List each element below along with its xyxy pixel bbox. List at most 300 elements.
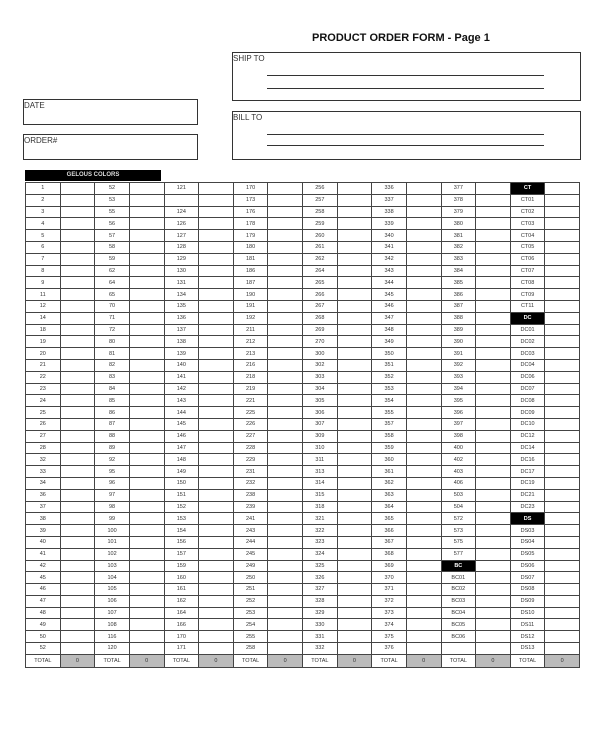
- quantity-cell[interactable]: [545, 584, 580, 596]
- quantity-cell[interactable]: [60, 300, 95, 312]
- quantity-cell[interactable]: [337, 560, 372, 572]
- quantity-cell[interactable]: [406, 418, 441, 430]
- quantity-cell[interactable]: [199, 643, 234, 655]
- quantity-cell[interactable]: [129, 371, 164, 383]
- quantity-cell[interactable]: [129, 430, 164, 442]
- quantity-cell[interactable]: [60, 348, 95, 360]
- quantity-cell[interactable]: [199, 289, 234, 301]
- quantity-cell[interactable]: [268, 265, 303, 277]
- quantity-cell[interactable]: [476, 383, 511, 395]
- quantity-cell[interactable]: [60, 289, 95, 301]
- quantity-cell[interactable]: [476, 348, 511, 360]
- quantity-cell[interactable]: [268, 336, 303, 348]
- quantity-cell[interactable]: [406, 548, 441, 560]
- quantity-cell[interactable]: [268, 466, 303, 478]
- quantity-cell[interactable]: [60, 442, 95, 454]
- quantity-cell[interactable]: [60, 230, 95, 242]
- quantity-cell[interactable]: [406, 312, 441, 324]
- quantity-cell[interactable]: [129, 265, 164, 277]
- quantity-cell[interactable]: [476, 407, 511, 419]
- quantity-cell[interactable]: [60, 454, 95, 466]
- quantity-cell[interactable]: [545, 277, 580, 289]
- quantity-cell[interactable]: [60, 183, 95, 195]
- quantity-cell[interactable]: [406, 643, 441, 655]
- quantity-cell[interactable]: [199, 595, 234, 607]
- quantity-cell[interactable]: [406, 607, 441, 619]
- quantity-cell[interactable]: [337, 619, 372, 631]
- quantity-cell[interactable]: [545, 501, 580, 513]
- quantity-cell[interactable]: [406, 289, 441, 301]
- quantity-cell[interactable]: [199, 395, 234, 407]
- quantity-cell[interactable]: [337, 595, 372, 607]
- quantity-cell[interactable]: [337, 395, 372, 407]
- quantity-cell[interactable]: [337, 312, 372, 324]
- quantity-cell[interactable]: [337, 336, 372, 348]
- quantity-cell[interactable]: [268, 194, 303, 206]
- quantity-cell[interactable]: [268, 643, 303, 655]
- quantity-cell[interactable]: [476, 253, 511, 265]
- quantity-cell[interactable]: [406, 489, 441, 501]
- quantity-cell[interactable]: [129, 560, 164, 572]
- quantity-cell[interactable]: [129, 418, 164, 430]
- quantity-cell[interactable]: [337, 277, 372, 289]
- quantity-cell[interactable]: [545, 300, 580, 312]
- quantity-cell[interactable]: [129, 183, 164, 195]
- bill-to-box[interactable]: [232, 111, 581, 160]
- quantity-cell[interactable]: [60, 560, 95, 572]
- quantity-cell[interactable]: [268, 489, 303, 501]
- quantity-cell[interactable]: [60, 241, 95, 253]
- quantity-cell[interactable]: [337, 241, 372, 253]
- quantity-cell[interactable]: [476, 194, 511, 206]
- quantity-cell[interactable]: [545, 336, 580, 348]
- quantity-cell[interactable]: [337, 230, 372, 242]
- quantity-cell[interactable]: [129, 619, 164, 631]
- quantity-cell[interactable]: [337, 466, 372, 478]
- quantity-cell[interactable]: [476, 241, 511, 253]
- quantity-cell[interactable]: [406, 371, 441, 383]
- quantity-cell[interactable]: [476, 584, 511, 596]
- quantity-cell[interactable]: [406, 206, 441, 218]
- quantity-cell[interactable]: [268, 312, 303, 324]
- quantity-cell[interactable]: [337, 525, 372, 537]
- quantity-cell[interactable]: [476, 300, 511, 312]
- quantity-cell[interactable]: [199, 501, 234, 513]
- quantity-cell[interactable]: [199, 631, 234, 643]
- quantity-cell[interactable]: [337, 348, 372, 360]
- quantity-cell[interactable]: [268, 371, 303, 383]
- quantity-cell[interactable]: [268, 300, 303, 312]
- ship-to-box[interactable]: [232, 52, 581, 101]
- quantity-cell[interactable]: [60, 525, 95, 537]
- quantity-cell[interactable]: [406, 359, 441, 371]
- quantity-cell[interactable]: [406, 631, 441, 643]
- quantity-cell[interactable]: [337, 206, 372, 218]
- quantity-cell[interactable]: [545, 619, 580, 631]
- quantity-cell[interactable]: [545, 194, 580, 206]
- quantity-cell[interactable]: [129, 395, 164, 407]
- quantity-cell[interactable]: [476, 230, 511, 242]
- quantity-cell[interactable]: [406, 584, 441, 596]
- quantity-cell[interactable]: [199, 454, 234, 466]
- quantity-cell[interactable]: [129, 489, 164, 501]
- quantity-cell[interactable]: [60, 477, 95, 489]
- quantity-cell[interactable]: [129, 289, 164, 301]
- quantity-cell[interactable]: [199, 241, 234, 253]
- quantity-cell[interactable]: [199, 466, 234, 478]
- quantity-cell[interactable]: [406, 395, 441, 407]
- quantity-cell[interactable]: [476, 418, 511, 430]
- quantity-cell[interactable]: [406, 477, 441, 489]
- quantity-cell[interactable]: [199, 418, 234, 430]
- quantity-cell[interactable]: [268, 241, 303, 253]
- quantity-cell[interactable]: [199, 619, 234, 631]
- quantity-cell[interactable]: [199, 430, 234, 442]
- quantity-cell[interactable]: [337, 183, 372, 195]
- quantity-cell[interactable]: [406, 454, 441, 466]
- quantity-cell[interactable]: [476, 265, 511, 277]
- quantity-cell[interactable]: [545, 572, 580, 584]
- quantity-cell[interactable]: [406, 277, 441, 289]
- quantity-cell[interactable]: [476, 430, 511, 442]
- ship-to-line-1[interactable]: [267, 75, 544, 76]
- quantity-cell[interactable]: [129, 253, 164, 265]
- quantity-cell[interactable]: [545, 359, 580, 371]
- quantity-cell[interactable]: [268, 454, 303, 466]
- quantity-cell[interactable]: [406, 501, 441, 513]
- quantity-cell[interactable]: [268, 631, 303, 643]
- quantity-cell[interactable]: [406, 619, 441, 631]
- quantity-cell[interactable]: [199, 407, 234, 419]
- quantity-cell[interactable]: [60, 194, 95, 206]
- quantity-cell[interactable]: [129, 631, 164, 643]
- quantity-cell[interactable]: [406, 560, 441, 572]
- quantity-cell[interactable]: [476, 560, 511, 572]
- quantity-cell[interactable]: [337, 324, 372, 336]
- quantity-cell[interactable]: [545, 312, 580, 324]
- quantity-cell[interactable]: [129, 230, 164, 242]
- quantity-cell[interactable]: [129, 525, 164, 537]
- quantity-cell[interactable]: [199, 218, 234, 230]
- quantity-cell[interactable]: [60, 206, 95, 218]
- quantity-cell[interactable]: [476, 336, 511, 348]
- bill-to-line-2[interactable]: [267, 145, 544, 146]
- quantity-cell[interactable]: [406, 194, 441, 206]
- quantity-cell[interactable]: [199, 359, 234, 371]
- quantity-cell[interactable]: [545, 348, 580, 360]
- quantity-cell[interactable]: [545, 513, 580, 525]
- quantity-cell[interactable]: [60, 619, 95, 631]
- quantity-cell[interactable]: [337, 454, 372, 466]
- quantity-cell[interactable]: [129, 206, 164, 218]
- quantity-cell[interactable]: [268, 206, 303, 218]
- quantity-cell[interactable]: [129, 454, 164, 466]
- quantity-cell[interactable]: [129, 383, 164, 395]
- quantity-cell[interactable]: [199, 442, 234, 454]
- quantity-cell[interactable]: [60, 430, 95, 442]
- quantity-cell[interactable]: [60, 324, 95, 336]
- quantity-cell[interactable]: [337, 265, 372, 277]
- quantity-cell[interactable]: [337, 584, 372, 596]
- quantity-cell[interactable]: [545, 407, 580, 419]
- quantity-cell[interactable]: [199, 536, 234, 548]
- quantity-cell[interactable]: [476, 454, 511, 466]
- quantity-cell[interactable]: [476, 183, 511, 195]
- quantity-cell[interactable]: [337, 572, 372, 584]
- quantity-cell[interactable]: [337, 536, 372, 548]
- quantity-cell[interactable]: [476, 312, 511, 324]
- quantity-cell[interactable]: [268, 324, 303, 336]
- quantity-cell[interactable]: [60, 407, 95, 419]
- quantity-cell[interactable]: [406, 536, 441, 548]
- quantity-cell[interactable]: [60, 489, 95, 501]
- quantity-cell[interactable]: [199, 265, 234, 277]
- quantity-cell[interactable]: [337, 289, 372, 301]
- quantity-cell[interactable]: [545, 536, 580, 548]
- quantity-cell[interactable]: [337, 300, 372, 312]
- quantity-cell[interactable]: [545, 595, 580, 607]
- quantity-cell[interactable]: [129, 277, 164, 289]
- quantity-cell[interactable]: [545, 241, 580, 253]
- quantity-cell[interactable]: [129, 312, 164, 324]
- quantity-cell[interactable]: [129, 466, 164, 478]
- quantity-cell[interactable]: [476, 206, 511, 218]
- quantity-cell[interactable]: [337, 430, 372, 442]
- quantity-cell[interactable]: [545, 643, 580, 655]
- quantity-cell[interactable]: [268, 477, 303, 489]
- quantity-cell[interactable]: [129, 218, 164, 230]
- quantity-cell[interactable]: [545, 371, 580, 383]
- quantity-cell[interactable]: [199, 300, 234, 312]
- quantity-cell[interactable]: [268, 383, 303, 395]
- quantity-cell[interactable]: [545, 560, 580, 572]
- quantity-cell[interactable]: [129, 324, 164, 336]
- quantity-cell[interactable]: [60, 277, 95, 289]
- quantity-cell[interactable]: [129, 572, 164, 584]
- quantity-cell[interactable]: [129, 194, 164, 206]
- quantity-cell[interactable]: [476, 619, 511, 631]
- quantity-cell[interactable]: [60, 548, 95, 560]
- quantity-cell[interactable]: [337, 418, 372, 430]
- quantity-cell[interactable]: [337, 194, 372, 206]
- quantity-cell[interactable]: [60, 584, 95, 596]
- quantity-cell[interactable]: [268, 548, 303, 560]
- quantity-cell[interactable]: [337, 489, 372, 501]
- quantity-cell[interactable]: [337, 477, 372, 489]
- quantity-cell[interactable]: [545, 477, 580, 489]
- quantity-cell[interactable]: [60, 595, 95, 607]
- quantity-cell[interactable]: [406, 183, 441, 195]
- quantity-cell[interactable]: [476, 513, 511, 525]
- quantity-cell[interactable]: [337, 513, 372, 525]
- quantity-cell[interactable]: [476, 595, 511, 607]
- quantity-cell[interactable]: [406, 241, 441, 253]
- quantity-cell[interactable]: [268, 525, 303, 537]
- quantity-cell[interactable]: [129, 348, 164, 360]
- quantity-cell[interactable]: [406, 230, 441, 242]
- quantity-cell[interactable]: [268, 348, 303, 360]
- quantity-cell[interactable]: [199, 194, 234, 206]
- quantity-cell[interactable]: [268, 277, 303, 289]
- quantity-cell[interactable]: [545, 230, 580, 242]
- quantity-cell[interactable]: [545, 418, 580, 430]
- quantity-cell[interactable]: [199, 607, 234, 619]
- quantity-cell[interactable]: [476, 489, 511, 501]
- quantity-cell[interactable]: [406, 265, 441, 277]
- quantity-cell[interactable]: [545, 395, 580, 407]
- quantity-cell[interactable]: [476, 525, 511, 537]
- quantity-cell[interactable]: [199, 383, 234, 395]
- quantity-cell[interactable]: [268, 584, 303, 596]
- quantity-cell[interactable]: [337, 631, 372, 643]
- quantity-cell[interactable]: [406, 595, 441, 607]
- quantity-cell[interactable]: [60, 643, 95, 655]
- quantity-cell[interactable]: [60, 359, 95, 371]
- quantity-cell[interactable]: [199, 336, 234, 348]
- quantity-cell[interactable]: [268, 560, 303, 572]
- quantity-cell[interactable]: [268, 230, 303, 242]
- quantity-cell[interactable]: [60, 265, 95, 277]
- quantity-cell[interactable]: [406, 442, 441, 454]
- quantity-cell[interactable]: [476, 277, 511, 289]
- quantity-cell[interactable]: [268, 359, 303, 371]
- quantity-cell[interactable]: [129, 536, 164, 548]
- quantity-cell[interactable]: [199, 560, 234, 572]
- quantity-cell[interactable]: [476, 572, 511, 584]
- quantity-cell[interactable]: [406, 572, 441, 584]
- quantity-cell[interactable]: [268, 218, 303, 230]
- quantity-cell[interactable]: [476, 371, 511, 383]
- quantity-cell[interactable]: [337, 218, 372, 230]
- quantity-cell[interactable]: [268, 607, 303, 619]
- quantity-cell[interactable]: [337, 442, 372, 454]
- quantity-cell[interactable]: [199, 513, 234, 525]
- quantity-cell[interactable]: [337, 383, 372, 395]
- quantity-cell[interactable]: [268, 183, 303, 195]
- quantity-cell[interactable]: [199, 477, 234, 489]
- quantity-cell[interactable]: [476, 607, 511, 619]
- quantity-cell[interactable]: [129, 548, 164, 560]
- quantity-cell[interactable]: [337, 548, 372, 560]
- quantity-cell[interactable]: [545, 548, 580, 560]
- quantity-cell[interactable]: [337, 371, 372, 383]
- quantity-cell[interactable]: [337, 607, 372, 619]
- quantity-cell[interactable]: [545, 607, 580, 619]
- quantity-cell[interactable]: [268, 513, 303, 525]
- quantity-cell[interactable]: [60, 501, 95, 513]
- quantity-cell[interactable]: [545, 218, 580, 230]
- quantity-cell[interactable]: [268, 253, 303, 265]
- quantity-cell[interactable]: [129, 336, 164, 348]
- quantity-cell[interactable]: [60, 383, 95, 395]
- quantity-cell[interactable]: [545, 430, 580, 442]
- quantity-cell[interactable]: [60, 253, 95, 265]
- quantity-cell[interactable]: [476, 477, 511, 489]
- quantity-cell[interactable]: [268, 418, 303, 430]
- quantity-cell[interactable]: [545, 253, 580, 265]
- quantity-cell[interactable]: [60, 371, 95, 383]
- quantity-cell[interactable]: [199, 371, 234, 383]
- quantity-cell[interactable]: [268, 572, 303, 584]
- quantity-cell[interactable]: [268, 289, 303, 301]
- quantity-cell[interactable]: [199, 548, 234, 560]
- quantity-cell[interactable]: [476, 289, 511, 301]
- order-number-field[interactable]: [23, 134, 198, 160]
- quantity-cell[interactable]: [406, 430, 441, 442]
- quantity-cell[interactable]: [545, 466, 580, 478]
- quantity-cell[interactable]: [60, 607, 95, 619]
- quantity-cell[interactable]: [268, 595, 303, 607]
- quantity-cell[interactable]: [199, 324, 234, 336]
- quantity-cell[interactable]: [268, 407, 303, 419]
- quantity-cell[interactable]: [268, 430, 303, 442]
- quantity-cell[interactable]: [268, 442, 303, 454]
- quantity-cell[interactable]: [545, 454, 580, 466]
- quantity-cell[interactable]: [60, 395, 95, 407]
- quantity-cell[interactable]: [476, 501, 511, 513]
- quantity-cell[interactable]: [406, 300, 441, 312]
- quantity-cell[interactable]: [476, 643, 511, 655]
- quantity-cell[interactable]: [129, 241, 164, 253]
- quantity-cell[interactable]: [406, 383, 441, 395]
- quantity-cell[interactable]: [129, 607, 164, 619]
- quantity-cell[interactable]: [545, 265, 580, 277]
- quantity-cell[interactable]: [199, 584, 234, 596]
- quantity-cell[interactable]: [476, 324, 511, 336]
- bill-to-line-1[interactable]: [267, 134, 544, 135]
- quantity-cell[interactable]: [337, 253, 372, 265]
- quantity-cell[interactable]: [199, 253, 234, 265]
- quantity-cell[interactable]: [545, 525, 580, 537]
- quantity-cell[interactable]: [337, 643, 372, 655]
- quantity-cell[interactable]: [199, 206, 234, 218]
- quantity-cell[interactable]: [545, 324, 580, 336]
- quantity-cell[interactable]: [476, 548, 511, 560]
- date-field[interactable]: [23, 99, 198, 125]
- quantity-cell[interactable]: [545, 206, 580, 218]
- quantity-cell[interactable]: [476, 631, 511, 643]
- quantity-cell[interactable]: [129, 501, 164, 513]
- quantity-cell[interactable]: [337, 407, 372, 419]
- quantity-cell[interactable]: [476, 466, 511, 478]
- quantity-cell[interactable]: [60, 631, 95, 643]
- quantity-cell[interactable]: [60, 336, 95, 348]
- quantity-cell[interactable]: [545, 383, 580, 395]
- quantity-cell[interactable]: [337, 359, 372, 371]
- quantity-cell[interactable]: [476, 442, 511, 454]
- quantity-cell[interactable]: [60, 218, 95, 230]
- quantity-cell[interactable]: [545, 631, 580, 643]
- quantity-cell[interactable]: [199, 525, 234, 537]
- quantity-cell[interactable]: [406, 407, 441, 419]
- quantity-cell[interactable]: [129, 407, 164, 419]
- quantity-cell[interactable]: [199, 489, 234, 501]
- quantity-cell[interactable]: [268, 536, 303, 548]
- quantity-cell[interactable]: [545, 442, 580, 454]
- quantity-cell[interactable]: [60, 312, 95, 324]
- quantity-cell[interactable]: [199, 572, 234, 584]
- quantity-cell[interactable]: [60, 418, 95, 430]
- quantity-cell[interactable]: [129, 595, 164, 607]
- quantity-cell[interactable]: [476, 218, 511, 230]
- quantity-cell[interactable]: [406, 324, 441, 336]
- quantity-cell[interactable]: [129, 477, 164, 489]
- quantity-cell[interactable]: [199, 312, 234, 324]
- quantity-cell[interactable]: [268, 619, 303, 631]
- quantity-cell[interactable]: [406, 348, 441, 360]
- quantity-cell[interactable]: [60, 572, 95, 584]
- quantity-cell[interactable]: [129, 643, 164, 655]
